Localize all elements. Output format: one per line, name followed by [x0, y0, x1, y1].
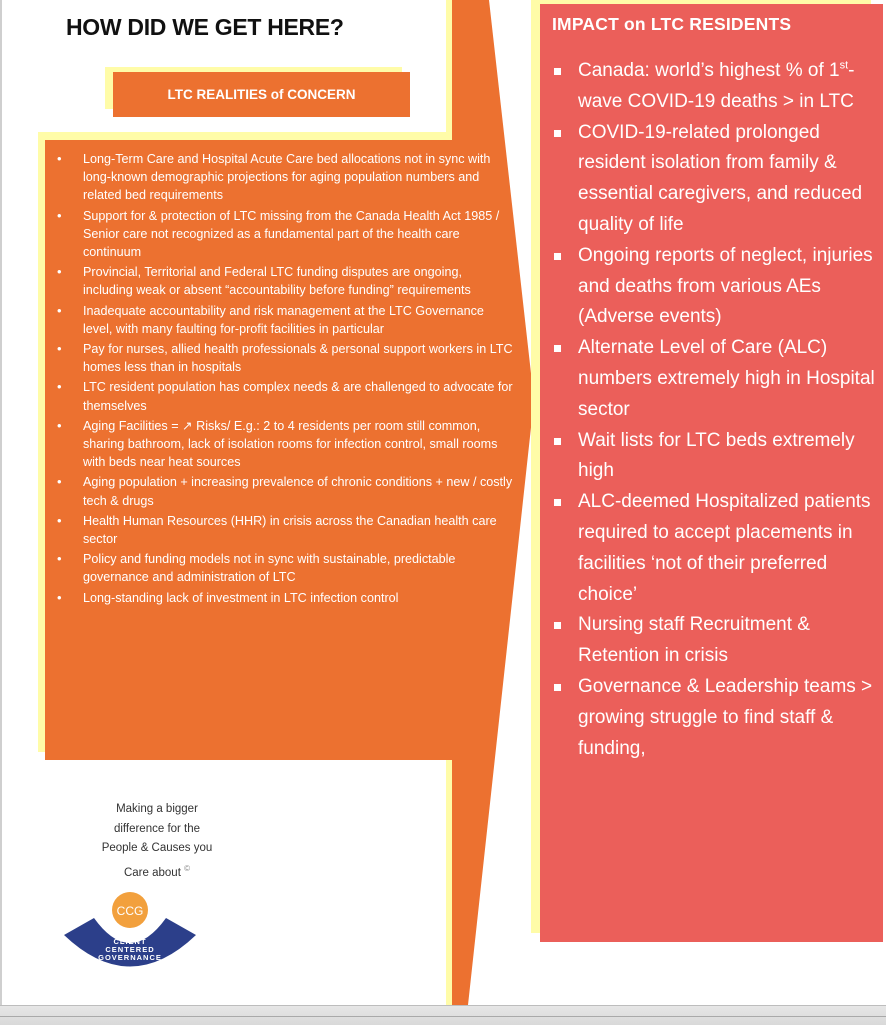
- concern-list-item: [54, 550, 514, 586]
- bullet-dot-icon: •: [57, 512, 62, 528]
- concern-list-item: [54, 378, 514, 414]
- square-bullet-icon: [554, 684, 561, 691]
- concern-text: Pay for nurses, allied health professionals & personal support workers in LTC homes less than in hospitals: [83, 342, 513, 375]
- bullet-dot-icon: •: [57, 589, 62, 605]
- concern-list-item: [54, 302, 514, 338]
- tagline-line: Care about ©: [123, 863, 190, 879]
- concern-text: Aging Facilities = ↗ Risks/ E.g.: 2 to 4 residents per room still common, sharing bathroom, lack of isolation rooms for infection control, small rooms with beds near heat sources: [83, 418, 498, 470]
- impact-list-item: Wait lists for LTC beds extremely high: [552, 426, 878, 488]
- page-title: HOW DID WE GET HERE?: [66, 14, 344, 40]
- concern-list-item: [54, 589, 514, 607]
- concern-list-item: [54, 473, 514, 509]
- bullet-dot-icon: •: [57, 264, 62, 280]
- svg-text:CLIENT: CLIENT: [113, 937, 147, 946]
- impact-list-item: ALC-deemed Hospitalized patients required to accept placements in facilities ‘not of their preferred choice’: [552, 487, 878, 610]
- bullet-dot-icon: •: [57, 341, 62, 357]
- square-bullet-icon: [554, 499, 561, 506]
- impact-list-item: Nursing staff Recruitment & Retention in crisis: [552, 610, 878, 672]
- square-bullet-icon: [554, 345, 561, 352]
- square-bullet-icon: [554, 68, 561, 75]
- section-label-box: [113, 72, 410, 117]
- concern-list-item: [54, 150, 514, 205]
- concern-text: LTC resident population has complex needs & are challenged to advocate for themselves: [83, 380, 513, 413]
- impact-list-item: Alternate Level of Care (ALC) numbers extremely high in Hospital sector: [552, 333, 878, 425]
- concern-list-item: [54, 263, 514, 299]
- square-bullet-icon: [554, 130, 561, 137]
- copyright-icon: ©: [184, 863, 190, 873]
- svg-text:CENTERED: CENTERED: [105, 945, 155, 954]
- concern-text: Provincial, Territorial and Federal LTC funding disputes are ongoing, including weak or absent “accountability before funding” requirements: [83, 265, 471, 298]
- concern-text: Support for & protection of LTC missing from the Canada Health Act 1985 / Senior care not recognized as a fundamental part of the health care continuum: [83, 208, 500, 260]
- bullet-dot-icon: •: [57, 207, 62, 223]
- concern-text: Aging population + increasing prevalence of chronic conditions + new / costly tech & drugs: [83, 475, 513, 508]
- concerns-list: [54, 150, 514, 609]
- bullet-dot-icon: •: [57, 417, 62, 433]
- impact-list-item: Ongoing reports of neglect, injuries and deaths from various AEs (Adverse events): [552, 241, 878, 333]
- concern-list-item: [54, 340, 514, 376]
- bullet-dot-icon: •: [57, 379, 62, 395]
- concern-text: Policy and funding models not in sync with sustainable, predictable governance and administration of LTC: [83, 552, 456, 585]
- impact-list-item: Canada: world’s highest % of 1st-wave COVID-19 deaths > in LTC: [552, 56, 878, 118]
- tagline-line: People & Causes you: [101, 842, 213, 854]
- square-bullet-icon: [554, 622, 561, 629]
- impact-title: IMPACT on LTC RESIDENTS: [552, 14, 792, 34]
- bullet-dot-icon: •: [57, 474, 62, 490]
- concern-text: Long-standing lack of investment in LTC infection control: [83, 590, 399, 605]
- bullet-dot-icon: •: [57, 302, 62, 318]
- concern-list-item: [54, 417, 514, 472]
- concern-list-item: [54, 207, 514, 262]
- ccg-logo: [64, 888, 196, 970]
- tagline-line: difference for the: [113, 822, 201, 835]
- tagline-line: Making a bigger: [116, 803, 198, 815]
- logo-initials: CCG: [116, 904, 144, 918]
- window-bottom-bar: [0, 1005, 886, 1025]
- section-label: LTC REALITIES of CONCERN: [167, 87, 356, 102]
- bullet-dot-icon: •: [57, 551, 62, 567]
- square-bullet-icon: [554, 438, 561, 445]
- svg-text:GOVERNANCE: GOVERNANCE: [98, 953, 162, 962]
- impact-list-item: Governance & Leadership teams > growing struggle to find staff & funding,: [552, 672, 878, 764]
- bullet-dot-icon: •: [57, 151, 62, 166]
- impact-list: [552, 56, 878, 764]
- tagline: [82, 800, 232, 883]
- concern-list-item: [54, 512, 514, 548]
- impact-list-item: COVID-19-related prolonged resident isolation from family & essential caregivers, and reduced quality of life: [552, 118, 878, 241]
- concern-text: Inadequate accountability and risk management at the LTC Governance level, with many faulting for-profit facilities in particular: [83, 303, 484, 336]
- concern-text: Health Human Resources (HHR) in crisis across the Canadian health care sector: [83, 513, 497, 547]
- concern-text: Long-Term Care and Hospital Acute Care bed allocations not in sync with long-known demographic projections for aging population numbers and related bed requirements: [83, 152, 491, 203]
- square-bullet-icon: [554, 253, 561, 260]
